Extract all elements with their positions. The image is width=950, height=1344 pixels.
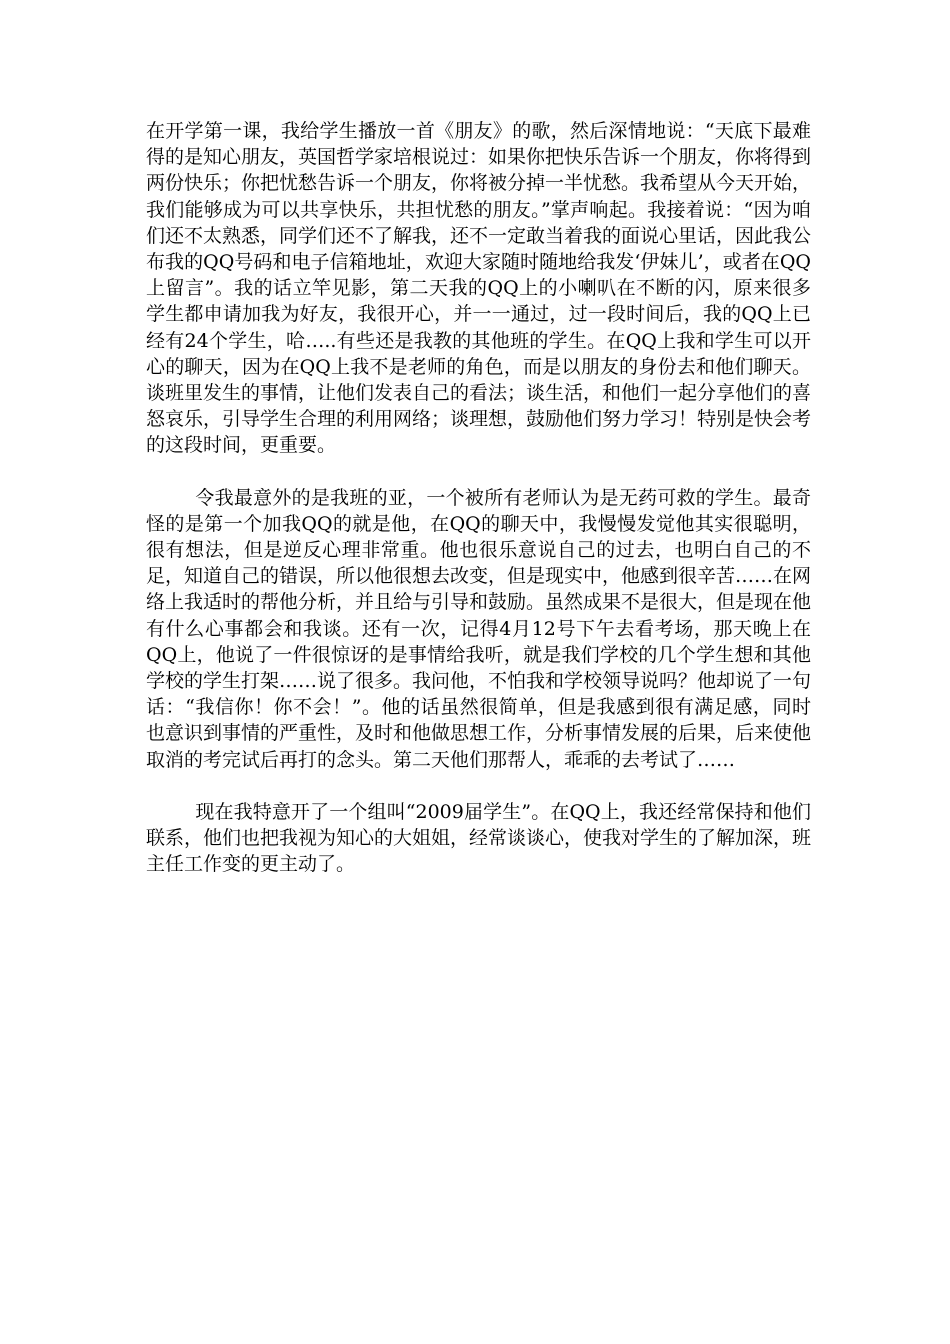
- paragraph-3: 现在我特意开了一个组叫“2009届学生”。在QQ上，我还经常保持和他们联系，他们也把我视为知心的大姐姐，经常谈谈心，使我对学生的了解加深，班主任工作变的更主动了。: [146, 800, 812, 876]
- document-body: [146, 118, 811, 877]
- paragraph-2: 令我最意外的是我班的亚，一个被所有老师认为是无药可救的学生。最奇怪的是第一个加我QQ的就是他，在QQ的聊天中，我慢慢发觉他其实很聪明，很有想法，但是逆反心理非常重。他也很乐意说自己的过去，也明白自己的不足，知道自己的错误，所以他很想去改变，但是现实中，他感到很辛苦……在网络上我适时的帮他分析，并且给与引导和鼓励。虽然成果不是很大，但是现在他有什么心事都会和我谈。还有一次，记得4月12号下午去看考场，那天晚上在QQ上，他说了一件很惊讶的是事情给我听，就是我们学校的几个学生想和其他学校的学生打架……说了很多。我问他，不怕我和学校领导说吗？他却说了一句话：“我信你！你不会！”。他的话虽然很简单，但是我感到很有满足感，同时也意识到事情的严重性，及时和他做思想工作，分析事情发展的后果，后来使他取消的考完试后再打的念头。第二天他们那帮人，乖乖的去考试了……: [146, 486, 812, 771]
- paragraph-1: 在开学第一课，我给学生播放一首《朋友》的歌，然后深情地说：“天底下最难得的是知心朋友，英国哲学家培根说过：如果你把快乐告诉一个朋友，你将得到两份快乐；你把忧愁告诉一个朋友，你将被分掉一半忧愁。我希望从今天开始，我们能够成为可以共享快乐，共担忧愁的朋友。”掌声响起。我接着说：“因为咱们还不太熟悉，同学们还不了解我，还不一定敢当着我的面说心里话，因此我公布我的QQ号码和电子信箱地址，欢迎大家随时随地给我发‘伊妹儿’，或者在QQ上留言”。我的话立竿见影，第二天我的QQ上的小喇叭在不断的闪，原来很多学生都申请加我为好友，我很开心，并一一通过，过一段时间后，我的QQ上已经有24个学生，哈…..有些还是我教的其他班的学生。在QQ上我和学生可以开心的聊天，因为在QQ上我不是老师的角色，而是以朋友的身份去和他们聊天。谈班里发生的事情，让他们发表自己的看法；谈生活，和他们一起分享他们的喜怒哀乐，引导学生合理的利用网络；谈理想，鼓励他们努力学习！特别是快会考的这段时间，更重要。: [146, 120, 812, 457]
